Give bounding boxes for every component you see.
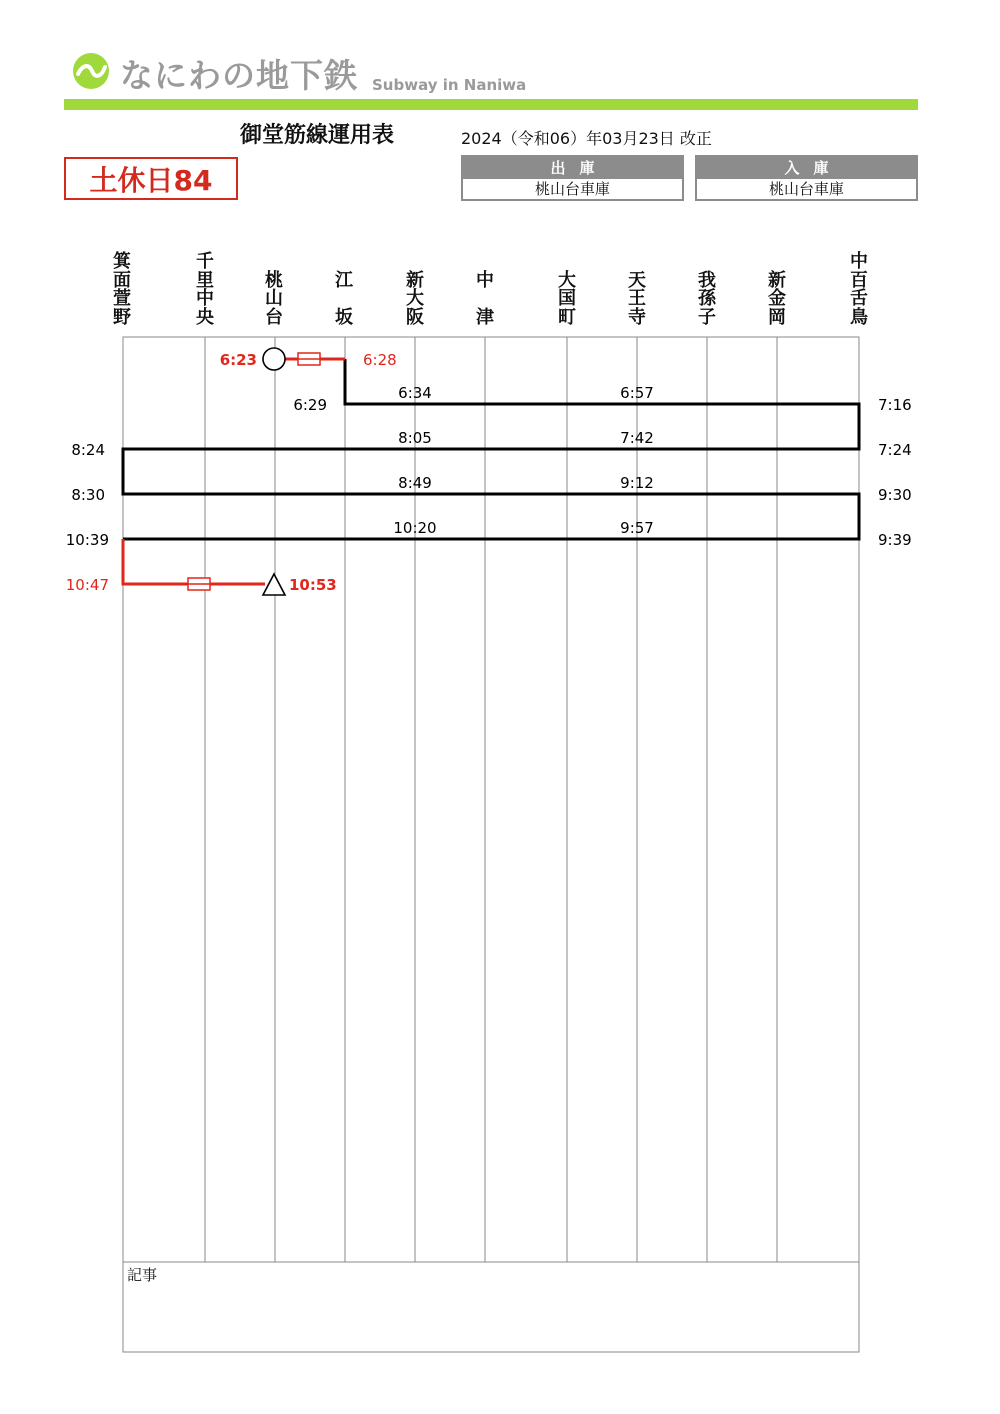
memo-label: 記事: [127, 1266, 158, 1284]
operation-id-badge: 土休日84: [64, 157, 238, 200]
time-label: 6:34: [398, 384, 432, 402]
station-name: 桃 山 台: [265, 269, 283, 328]
station-name: 中 津: [476, 269, 494, 328]
time-label: 9:57: [620, 519, 654, 537]
time-label: 6:29: [293, 396, 327, 414]
station-name: 我 孫 子: [698, 269, 716, 328]
station-name: 箕 面 萱 野: [113, 251, 131, 328]
time-label: 6:28: [363, 351, 397, 369]
depot-in-label: 入庫: [697, 157, 916, 179]
station-name: 中 百 舌 鳥: [850, 251, 868, 328]
brand-name: なにわの地下鉄: [120, 56, 358, 95]
time-label: 10:53: [289, 576, 337, 594]
service-route: [123, 359, 859, 539]
station-name: 江 坂: [335, 269, 353, 328]
depot-in-value: 桃山台車庫: [768, 180, 844, 198]
time-label: 10:39: [65, 531, 109, 549]
station-name: 大 国 町: [558, 269, 576, 328]
time-label: 9:39: [878, 531, 912, 549]
time-label: 10:20: [393, 519, 437, 537]
time-label: 9:30: [878, 486, 912, 504]
depot-out-label: 出庫: [463, 157, 682, 179]
time-label: 8:24: [71, 441, 105, 459]
depot-out-value: 桃山台車庫: [534, 180, 610, 198]
time-label: 7:24: [878, 441, 912, 459]
time-label: 8:30: [71, 486, 105, 504]
revision-date: 2024（令和06）年03月23日 改正: [461, 129, 712, 148]
page-title: 御堂筋線運用表: [240, 123, 395, 148]
station-name: 新 金 岡: [768, 269, 786, 328]
deadhead-in: [123, 539, 265, 590]
time-label: 8:49: [398, 474, 432, 492]
time-label: 6:23: [219, 351, 257, 369]
time-label: 7:42: [620, 429, 654, 447]
deadhead-out: [285, 353, 345, 365]
diagram-frame: [123, 337, 859, 1352]
time-label: 10:47: [65, 576, 109, 594]
brand-subtitle: Subway in Naniwa: [372, 76, 527, 94]
time-label: 9:12: [620, 474, 654, 492]
station-name: 天 王 寺: [628, 269, 646, 328]
grid: [123, 337, 859, 1352]
time-label: 6:57: [620, 384, 654, 402]
arrive-depot-triangle-icon: [263, 574, 285, 595]
time-label: 8:05: [398, 429, 432, 447]
station-name: 千 里 中 央: [196, 251, 214, 328]
time-label: 7:16: [878, 396, 912, 414]
depart-depot-circle-icon: [263, 348, 285, 370]
station-name: 新 大 阪: [406, 269, 424, 328]
